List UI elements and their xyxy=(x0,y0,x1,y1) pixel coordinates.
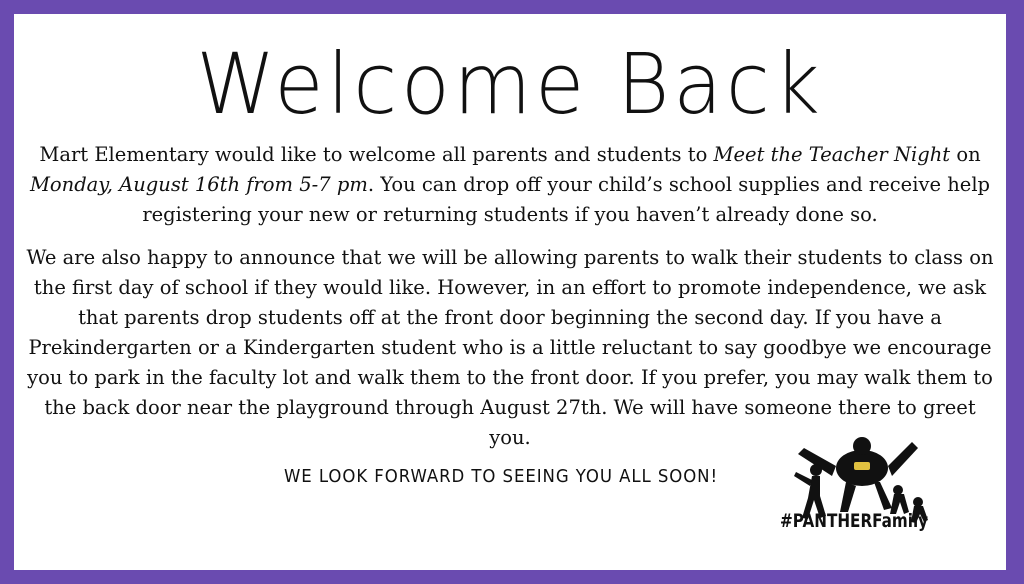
superhero-family-silhouette-icon xyxy=(774,428,934,558)
intro-text-2: on xyxy=(950,143,981,166)
intro-paragraph xyxy=(24,140,996,230)
hashtag-label: #PANTHERFamily xyxy=(780,510,929,532)
closing-line: WE LOOK FORWARD TO SEEING YOU ALL SOON! xyxy=(284,466,719,487)
flyer-card xyxy=(14,14,1006,570)
intro-text-3: . You can drop off your child’s school supplies and receive help registering your new or returning students if you haven’t already done so. xyxy=(142,173,991,226)
event-name: Meet the Teacher Night xyxy=(713,143,951,166)
event-date: Monday, August 16th from 5-7 pm xyxy=(29,173,368,196)
page-title: Welcome Back xyxy=(196,35,824,133)
intro-text-1: Mart Elementary would like to welcome all parents and students to xyxy=(39,143,714,166)
details-paragraph: We are also happy to announce that we will be allowing parents to walk their students to class on the first day of school if they would like. However, in an effort to promote independence, we ask that parents drop students off at the front door beginning the second day. If you have a Prekindergarten or a Kindergarten student who is a little reluctant to say goodbye we encourage you to park in the faculty lot and walk them to the front door. If you prefer, you may walk them to the back door near the playground through August 27th. We will have someone there to greet you. xyxy=(26,246,994,449)
